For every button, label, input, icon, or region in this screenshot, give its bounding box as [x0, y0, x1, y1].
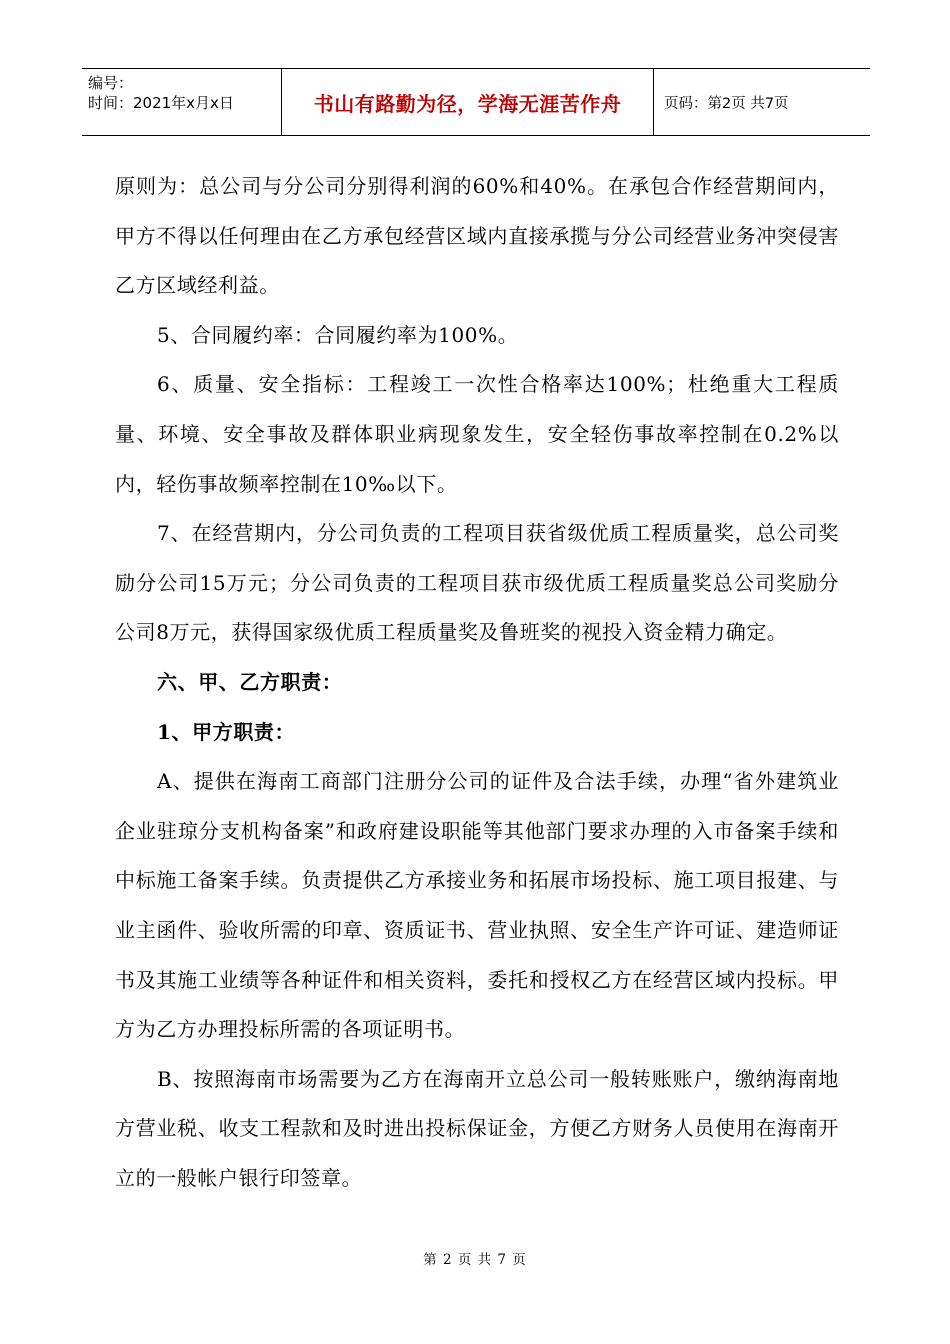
- paragraph: 7、在经营期内，分公司负责的工程项目获省级优质工程质量奖，总公司奖励分公司15万元；分公司负责的工程项目获市级优质工程质量奖总公司奖励分公司8万元，获得国家级优质工程质量奖及鲁班奖的视投入资金精力确定。: [115, 521, 839, 645]
- document-time-label: 时间：2021年x月x日: [88, 94, 234, 112]
- header-meta: [82, 69, 282, 135]
- paragraph: A、提供在海南工商部门注册分公司的证件及合法手续，办理“省外建筑业企业驻琼分支机构备案”和政府建设职能等其他部门要求办理的入市备案手续和中标施工备案手续。负责提供乙方承接业务和拓展市场投标、施工项目报建、与业主函件、验收所需的印章、资质证书、营业执照、安全生产许可证、建造师证书及其施工业绩等各种证件和相关资料，委托和授权乙方在经营区域内投标。甲方为乙方办理投标所需的各项证明书。: [115, 769, 839, 1042]
- page-footer: 第 2 页 共 7 页: [423, 1252, 527, 1268]
- header-motto: 书山有路勤为径，学海无涯苦作舟: [282, 69, 654, 135]
- subsection-heading: 1、甲方职责：: [157, 719, 296, 744]
- paragraph: 原则为：总公司与分公司分别得利润的60%和40%。在承包合作经营期间内，甲方不得以任何理由在乙方承包经营区域内直接承揽与分公司经营业务冲突侵害乙方区域经利益。: [115, 174, 839, 298]
- header-page-info: 页码：第2页 共7页: [664, 95, 789, 112]
- paragraph: 5、合同履约率：合同履约率为100%。: [157, 322, 519, 347]
- section-heading: 六、甲、乙方职责：: [157, 669, 343, 694]
- document-number-label: 编号：: [88, 74, 134, 92]
- paragraph: 6、质量、安全指标：工程竣工一次性合格率达100%；杜绝重大工程质量、环境、安全事故及群体职业病现象发生，安全轻伤事故率控制在0.2%以内，轻伤事故频率控制在10‰以下。: [115, 372, 839, 496]
- document-body: [115, 162, 839, 1203]
- paragraph: B、按照海南市场需要为乙方在海南开立总公司一般转账账户，缴纳海南地方营业税、收支工程款和及时进出投标保证金，方便乙方财务人员使用在海南开立的一般帐户银行印签章。: [115, 1066, 839, 1190]
- page-header: [82, 68, 870, 136]
